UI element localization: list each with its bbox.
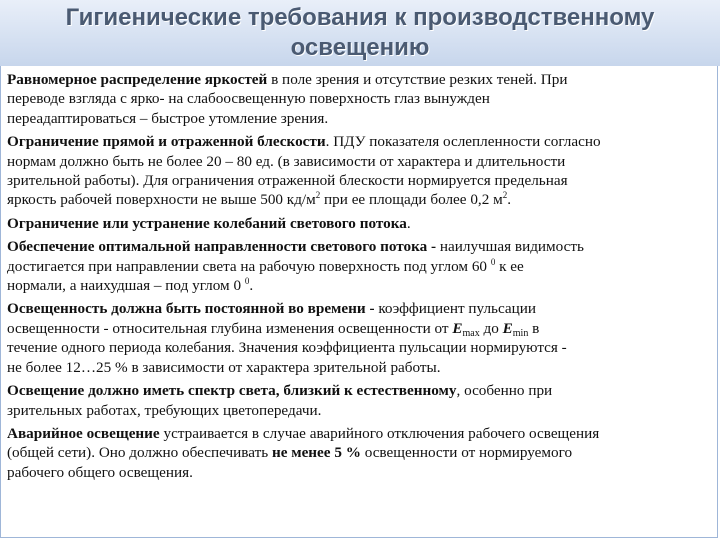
text: устраивается в случае аварийного отключения рабочего освещения: [159, 424, 600, 442]
text: при ее площади более 0,2 м: [320, 191, 503, 209]
title-line-2: освещению: [290, 34, 430, 61]
subscript: min: [512, 327, 529, 339]
paragraph-flux-direction: [7, 237, 715, 295]
symbol-e: E: [502, 319, 513, 337]
heading-flux-direction: Обеспечение оптимальной направленности светового потока -: [7, 238, 437, 256]
text: переводе взгляда с ярко- на слабоосвещенную поверхность глаз вынужден: [7, 90, 490, 108]
text: .: [249, 277, 254, 295]
superscript: 0: [244, 276, 250, 286]
heading-emergency-lighting: Аварийное освещение: [7, 424, 160, 442]
text: нормам должно быть не более 20 – 80 ед. (в зависимости от характера и длительности: [7, 152, 566, 170]
text: переадаптироваться – быстрое утомление зрения.: [7, 109, 329, 127]
symbol-e: E: [452, 319, 463, 337]
page-title: [0, 3, 720, 63]
text: . ПДУ показателя ослепленности согласно: [325, 133, 601, 151]
text: зрительных работах, требующих цветопередачи.: [7, 401, 322, 419]
heading-natural-spectrum: Освещение должно иметь спектр света, близкий к естественному: [7, 382, 457, 400]
paragraph-flux-fluctuation: [7, 214, 715, 233]
text: рабочего общего освещения.: [7, 463, 193, 481]
paragraph-glare-limit: [7, 132, 715, 210]
paragraph-uniform-brightness: [7, 70, 715, 128]
slide-body: [7, 70, 715, 486]
superscript: 2: [315, 190, 321, 201]
superscript: 0: [490, 256, 496, 267]
text: коэффициент пульсации: [374, 300, 537, 318]
paragraph-natural-spectrum: [7, 381, 715, 420]
text: зрительной работы). Для ограничения отраженной блескости нормируется предельная: [7, 172, 568, 190]
text: в: [528, 319, 540, 337]
text: , особенно при: [456, 382, 553, 400]
text: наилучшая видимость: [436, 238, 584, 256]
heading-flux-fluctuation: Ограничение или устранение колебаний светового потока: [7, 214, 407, 232]
paragraph-emergency-lighting: [7, 424, 715, 482]
subscript: max: [462, 327, 480, 339]
text: яркость рабочей поверхности не выше 500 кд/м: [7, 191, 316, 209]
title-line-1: Гигиенические требования к производственному: [65, 4, 655, 31]
text: до: [479, 319, 503, 337]
text: освещенности - относительная глубина изменения освещенности от: [7, 319, 453, 337]
text: достигается при направлении света на рабочую поверхность под углом 60: [7, 257, 491, 275]
heading-uniform-brightness: Равномерное распределение яркостей: [7, 71, 268, 88]
text: .: [507, 191, 512, 209]
heading-glare-limit: Ограничение прямой и отраженной блескости: [7, 133, 326, 151]
paragraph-constant-illumination: [7, 299, 715, 377]
text: к ее: [495, 257, 524, 275]
heading-constant-illumination: Освещенность должна быть постоянной во времени -: [7, 300, 375, 318]
text: освещенности от нормируемого: [360, 444, 573, 462]
superscript: 2: [502, 190, 508, 201]
text: не более 12…25 % в зависимости от характера зрительной работы.: [7, 358, 441, 376]
text: (общей сети). Оно должно обеспечивать: [7, 444, 272, 462]
text: нормали, а наихудшая – под углом 0: [7, 277, 245, 295]
text: в поле зрения и отсутствие резких теней. При: [267, 71, 568, 88]
emphasis-5-percent: не менее 5 %: [271, 444, 361, 462]
text: .: [406, 214, 411, 232]
text: течение одного периода колебания. Значения коэффициента пульсации нормируются -: [7, 339, 567, 357]
